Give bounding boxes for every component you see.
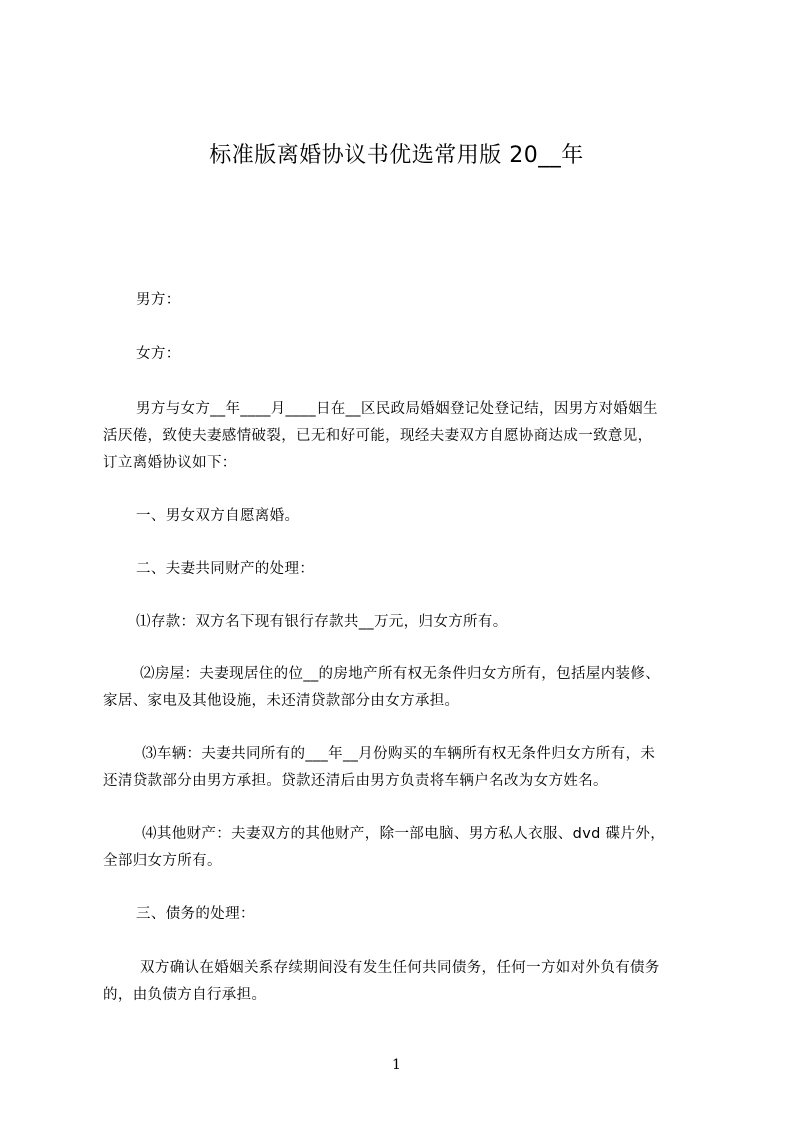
clause-3-heading: 三、债务的处理： [136,906,255,922]
debt-paragraph-line-1: 双方确认在婚姻关系存续期间没有发生任何共同债务，任何一方如对外负有债务 [140,960,660,976]
debt-paragraph-line-2: 的，由负债方自行承担。 [103,987,267,1003]
item-4-other-line-1: ⑷其他财产：夫妻双方的其他财产，除一部电脑、男方私人衣服、dvd 碟片外， [142,826,666,842]
intro-paragraph-line-2: 活厌倦，致使夫妻感情破裂，已无和好可能，现经夫妻双方自愿协商达成一致意见， [103,428,653,444]
clause-2-heading: 二、夫妻共同财产的处理： [136,561,315,577]
clause-1-heading: 一、男女双方自愿离婚。 [136,508,300,524]
page-number: 1 [392,1057,401,1073]
item-3-vehicle-line-1: ⑶车辆：夫妻共同所有的___年__月份购买的车辆所有权无条件归女方所有，未 [142,746,656,762]
party-man-line: 男方： [136,292,181,308]
item-2-house-line-1: ⑵房屋：夫妻现居住的位__的房地产所有权无条件归女方所有，包括屋内装修、 [140,666,661,682]
item-2-house-line-2: 家居、家电及其他设施，未还清贷款部分由女方承担。 [103,693,460,709]
document-title: 标准版离婚协议书优选常用版 20__年 [209,143,584,168]
item-4-other-line-2: 全部归女方所有。 [103,853,222,869]
party-woman-line: 女方： [136,346,181,362]
item-3-vehicle-line-2: 还清贷款部分由男方承担。贷款还清后由男方负责将车辆户名改为女方姓名。 [103,773,608,789]
intro-paragraph-line-1: 男方与女方__年____月____日在__区民政局婚姻登记处登记结，因男方对婚姻生 [136,401,658,417]
intro-paragraph-line-3: 订立离婚协议如下： [103,455,237,471]
item-1-deposit: ⑴存款：双方名下现有银行存款共__万元，归女方所有。 [136,614,508,630]
